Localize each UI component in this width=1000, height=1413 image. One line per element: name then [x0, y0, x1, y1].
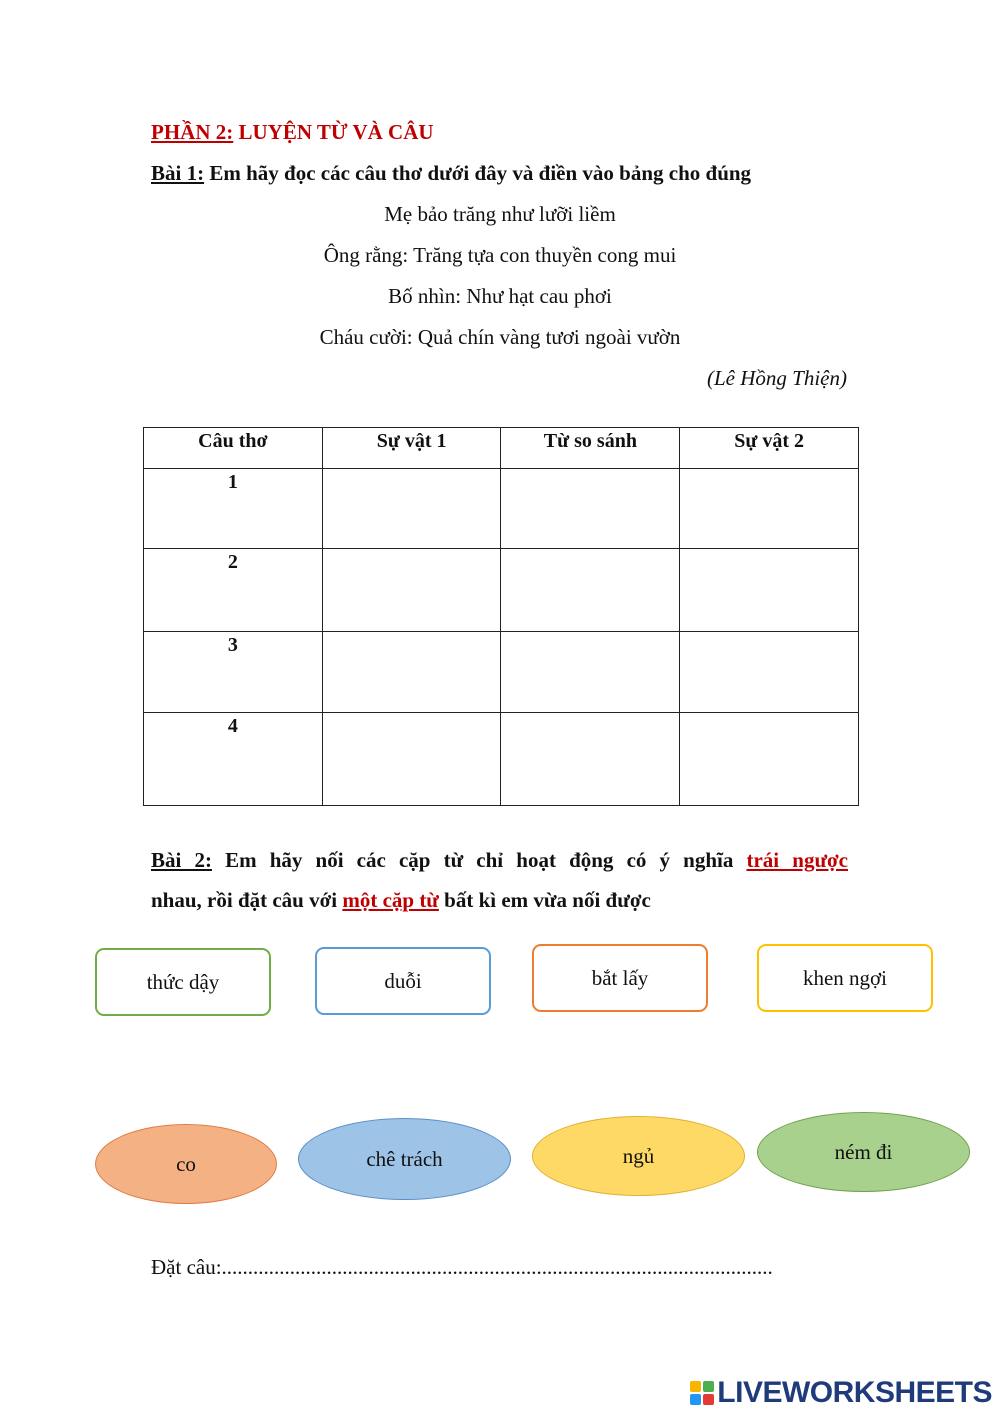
word-oval-ngu[interactable]: [532, 1116, 745, 1196]
section-heading: [151, 120, 434, 145]
section-title: LUYỆN TỪ VÀ CÂU: [233, 120, 434, 144]
poem-author: (Lê Hồng Thiện): [707, 366, 847, 390]
highlight-mot-cap-tu: một cặp từ: [342, 888, 439, 912]
row-number: 1: [144, 469, 323, 549]
exercise2-instruction-line-1: [151, 848, 848, 873]
word-oval-label: ném đi: [834, 1139, 893, 1164]
highlight-trai-nguoc: trái ngược: [746, 848, 848, 872]
logo-icon: [690, 1381, 714, 1405]
exercise2-text-1: Em hãy nối các cặp từ chỉ hoạt động có ý nghĩa: [211, 848, 747, 872]
answer-cell[interactable]: [680, 469, 859, 549]
exercise2-label: Bài 2:: [151, 848, 212, 872]
logo-text: LIVEWORKSHEETS: [717, 1376, 992, 1409]
word-box-duoi[interactable]: [315, 947, 491, 1015]
answer-cell[interactable]: [501, 469, 680, 549]
exercise1-label: Bài 1:: [151, 161, 205, 185]
word-oval-che-trach[interactable]: [298, 1118, 511, 1200]
word-oval-nem-di[interactable]: [757, 1112, 970, 1192]
liveworksheets-logo: [690, 1376, 992, 1410]
answer-cell[interactable]: [501, 632, 680, 713]
row-number: 4: [144, 713, 323, 806]
sentence-answer-line[interactable]: Đặt câu:.........................................................................................................: [151, 1255, 773, 1279]
row-number: 3: [144, 632, 323, 713]
exercise1-text: Em hãy đọc các câu thơ dưới đây và điền vào bảng cho đúng: [204, 161, 752, 185]
table-row: [144, 469, 859, 549]
table-row: [144, 713, 859, 806]
poem-line-3: Bố nhìn: Như hạt cau phơi: [388, 284, 612, 308]
exercise2-text-3: bất kì em vừa nối được: [438, 888, 651, 912]
word-oval-co[interactable]: [95, 1124, 277, 1204]
poem-line-2: Ông rằng: Trăng tựa con thuyền cong mui: [323, 243, 677, 267]
word-box-khen-ngoi[interactable]: [757, 944, 933, 1012]
header-cau-tho: Câu thơ: [144, 428, 323, 469]
word-oval-label: co: [176, 1151, 196, 1176]
answer-cell[interactable]: [501, 713, 680, 806]
comparison-table: [143, 427, 859, 806]
word-box-label: bắt lấy: [591, 965, 649, 990]
word-box-label: duỗi: [384, 968, 422, 993]
answer-cell[interactable]: [322, 469, 501, 549]
exercise1-instruction: [151, 161, 751, 186]
row-number: 2: [144, 549, 323, 632]
header-su-vat-1: Sự vật 1: [322, 428, 501, 469]
word-oval-label: chê trách: [366, 1146, 443, 1171]
answer-cell[interactable]: [322, 549, 501, 632]
answer-cell[interactable]: [322, 632, 501, 713]
exercise2-instruction-line-2: [151, 888, 651, 913]
word-box-label: thức dậy: [146, 969, 220, 994]
table-row: [144, 549, 859, 632]
answer-cell[interactable]: [680, 713, 859, 806]
exercise2-text-2: nhau, rồi đặt câu với: [151, 888, 343, 912]
word-box-label: khen ngợi: [802, 965, 887, 990]
answer-cell[interactable]: [680, 549, 859, 632]
word-box-bat-lay[interactable]: [532, 944, 708, 1012]
poem-line-1: Mẹ bảo trăng như lưỡi liềm: [384, 202, 616, 226]
table-row: [144, 632, 859, 713]
header-su-vat-2: Sự vật 2: [680, 428, 859, 469]
section-part-label: PHẦN 2:: [151, 120, 234, 144]
answer-cell[interactable]: [501, 549, 680, 632]
word-oval-label: ngủ: [622, 1143, 655, 1168]
table-header-row: [144, 428, 859, 469]
word-box-thuc-day[interactable]: [95, 948, 271, 1016]
header-tu-so-sanh: Từ so sánh: [501, 428, 680, 469]
answer-cell[interactable]: [680, 632, 859, 713]
poem-line-4: Cháu cười: Quả chín vàng tươi ngoài vườn: [319, 325, 681, 349]
answer-cell[interactable]: [322, 713, 501, 806]
